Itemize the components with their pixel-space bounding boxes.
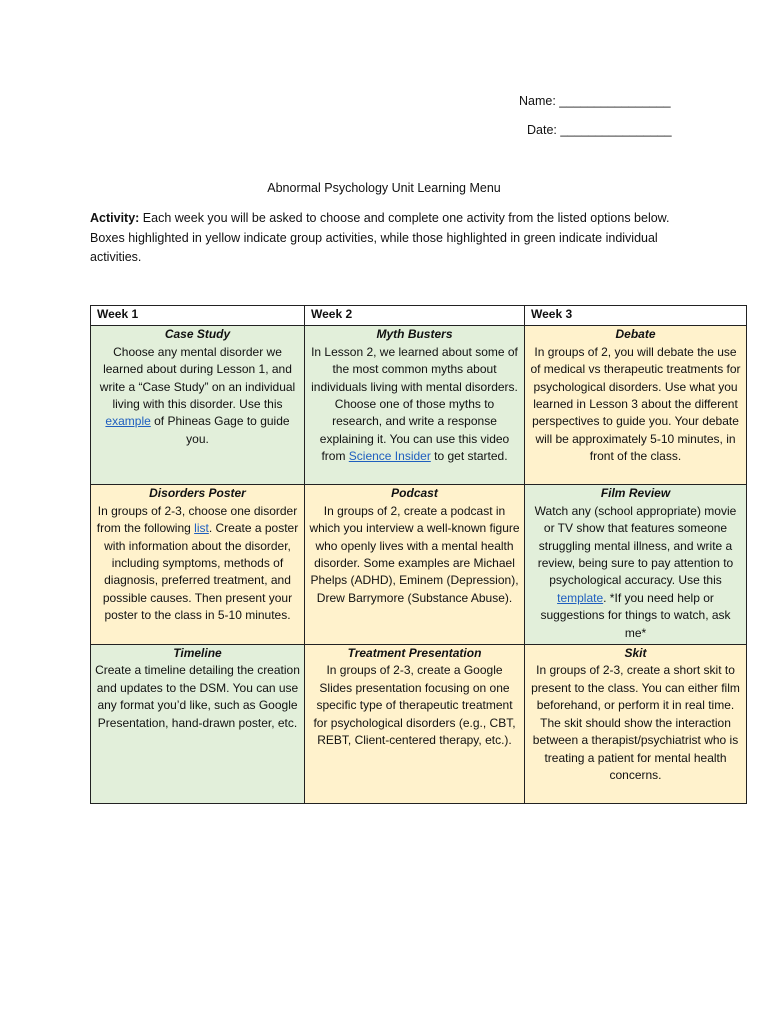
learning-menu-table	[90, 305, 747, 804]
cell-skit	[525, 645, 747, 804]
debate-desc: In groups of 2, you will debate the use of medical vs therapeutic treatments for psychological disorders. Use what you learned in Lesson 3 about the different perspectives to guide you. Your debate will be approximately 5-10 minutes, in front of the class.	[530, 344, 741, 464]
date-field-label: Date: ________________	[527, 123, 672, 137]
cell-debate	[525, 326, 747, 485]
header-week-2: Week 2	[305, 306, 525, 326]
timeline-desc: Create a timeline detailing the creation and updates to the DSM. You can use any format you’d like, such as Google Presentation, hand-drawn poster, etc.	[95, 663, 300, 730]
podcast-title: Podcast	[391, 486, 438, 501]
disorders-poster-title: Disorders Poster	[149, 486, 246, 501]
activity-label: Activity:	[90, 211, 140, 225]
skit-desc: In groups of 2-3, create a short skit to present to the class. You can either film beforehand, or perform it in real time. The skit should show the interaction between a therapist/psychiatrist who is treating a patient for mental health concerns.	[531, 663, 740, 782]
science-insider-link[interactable]: Science Insider	[348, 449, 431, 464]
debate-title: Debate	[615, 327, 656, 342]
page-title: Abnormal Psychology Unit Learning Menu	[267, 181, 501, 195]
myth-busters-text: In Lesson 2, we learned about some of the most common myths about individuals living with mental disorders. Choose one of those myths to research, and write a response explaining it. You can use this video from	[311, 344, 518, 464]
film-review-desc	[529, 503, 742, 642]
activity-text: Each week you will be asked to choose and complete one activity from the listed options below. Boxes highlighted in yellow indicate group activities, while those highlighted in green indicate individual activities.	[90, 211, 670, 264]
film-review-title: Film Review	[600, 486, 671, 501]
cell-myth-busters	[305, 326, 525, 485]
film-review-text: Watch any (school appropriate) movie or TV show that features someone struggling mental illness, and write a review, being sure to pay attention to psychological accuracy. Use this	[534, 503, 737, 588]
myth-busters-desc	[309, 344, 520, 466]
header-week-3: Week 3	[525, 306, 747, 326]
cell-film-review	[525, 485, 747, 645]
case-study-text: Choose any mental disorder we learned about during Lesson 1, and write a “Case Study” on an individual living with this disorder. Use this	[99, 344, 296, 412]
myth-busters-text-end: to get started.	[430, 449, 508, 464]
case-study-title: Case Study	[164, 327, 231, 342]
cell-case-study	[91, 326, 305, 485]
film-review-text-end: . *If you need help or suggestions for things to watch, ask me*	[540, 590, 731, 640]
disorders-poster-desc	[95, 503, 300, 625]
treatment-presentation-desc: In groups of 2-3, create a Google Slides presentation focusing on one specific type of therapeutic treatment for psychological disorders (e.g., CBT, REBT, Client-centered therapy, etc.).	[313, 663, 516, 748]
disorders-poster-text: In groups of 2-3, choose one disorder from the following	[96, 503, 298, 536]
case-study-desc	[95, 344, 300, 448]
disorders-poster-text-end: . Create a poster with information about the disorder, including symptoms, methods of diagnosis, preferred treatment, and possible causes. Then present your poster to the class in 5-10 minutes.	[102, 521, 299, 623]
case-study-text-end: of Phineas Gage to guide you.	[150, 414, 290, 446]
podcast-desc: In groups of 2, create a podcast in which you interview a well-known figure who openly lives with a mental health disorder. Some examples are Michael Phelps (ADHD), Eminem (Depression), Drew Barrymore (Substance Abuse).	[309, 503, 520, 605]
name-field-label: Name: ________________	[519, 94, 671, 108]
list-link[interactable]: list	[194, 521, 209, 536]
cell-timeline	[91, 645, 305, 804]
cell-podcast	[305, 485, 525, 645]
myth-busters-title: Myth Busters	[376, 327, 453, 342]
cell-treatment-presentation	[305, 645, 525, 804]
template-link[interactable]: template	[557, 590, 604, 605]
header-week-1: Week 1	[91, 306, 305, 326]
timeline-title: Timeline	[173, 646, 222, 661]
activity-instructions	[90, 209, 670, 268]
example-link[interactable]: example	[105, 414, 151, 429]
cell-disorders-poster	[91, 485, 305, 645]
treatment-presentation-title: Treatment Presentation	[347, 646, 482, 661]
skit-title: Skit	[624, 646, 647, 661]
